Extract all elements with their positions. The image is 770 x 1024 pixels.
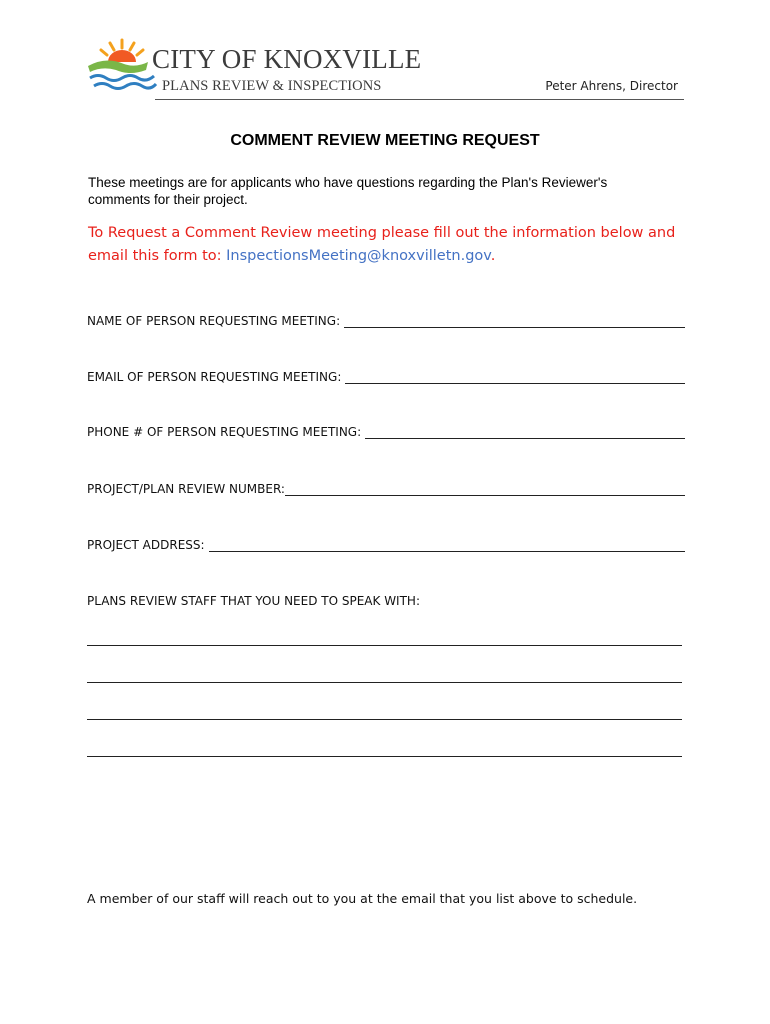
project-number-label: PROJECT/PLAN REVIEW NUMBER:	[87, 482, 285, 496]
project-address-line[interactable]	[209, 538, 685, 552]
name-field-line[interactable]	[344, 314, 685, 328]
request-instructions	[88, 222, 688, 268]
name-field	[87, 314, 685, 328]
email-field	[87, 370, 685, 384]
page-title: COMMENT REVIEW MEETING REQUEST	[230, 132, 540, 149]
project-address-field	[87, 538, 685, 552]
sun-over-river-icon	[86, 36, 158, 98]
phone-field	[87, 425, 685, 439]
project-address-label: PROJECT ADDRESS:	[87, 538, 205, 552]
director-name: Peter Ahrens, Director	[545, 79, 678, 93]
phone-field-label: PHONE # OF PERSON REQUESTING MEETING:	[87, 425, 362, 439]
logo-title: CITY OF KNOXVILLE	[152, 44, 422, 74]
staff-line-1[interactable]	[87, 645, 682, 646]
request-email-link[interactable]: InspectionsMeeting@knoxvilletn.gov	[226, 248, 491, 264]
intro-text: These meetings are for applicants who have questions regarding the Plan's Reviewer's comments for their project.	[88, 175, 608, 207]
request-end: .	[490, 248, 496, 264]
name-field-label: NAME OF PERSON REQUESTING MEETING:	[87, 314, 341, 328]
email-field-label: EMAIL OF PERSON REQUESTING MEETING:	[87, 370, 342, 384]
staff-field-label: PLANS REVIEW STAFF THAT YOU NEED TO SPEAK WITH:	[87, 594, 420, 608]
project-number-field	[87, 482, 685, 496]
staff-line-4[interactable]	[87, 756, 682, 757]
header-divider	[155, 99, 684, 100]
staff-line-2[interactable]	[87, 682, 682, 683]
request-text: To Request a Comment Review meeting please fill out the information below and email this form to:	[88, 225, 676, 264]
city-logo	[86, 36, 422, 98]
project-number-line[interactable]	[285, 482, 685, 496]
phone-field-line[interactable]	[365, 425, 685, 439]
staff-line-3[interactable]	[87, 719, 682, 720]
email-field-line[interactable]	[345, 370, 685, 384]
footer-note: A member of our staff will reach out to you at the email that you list above to schedule.	[87, 891, 638, 906]
logo-subtitle: PLANS REVIEW & INSPECTIONS	[162, 78, 382, 94]
